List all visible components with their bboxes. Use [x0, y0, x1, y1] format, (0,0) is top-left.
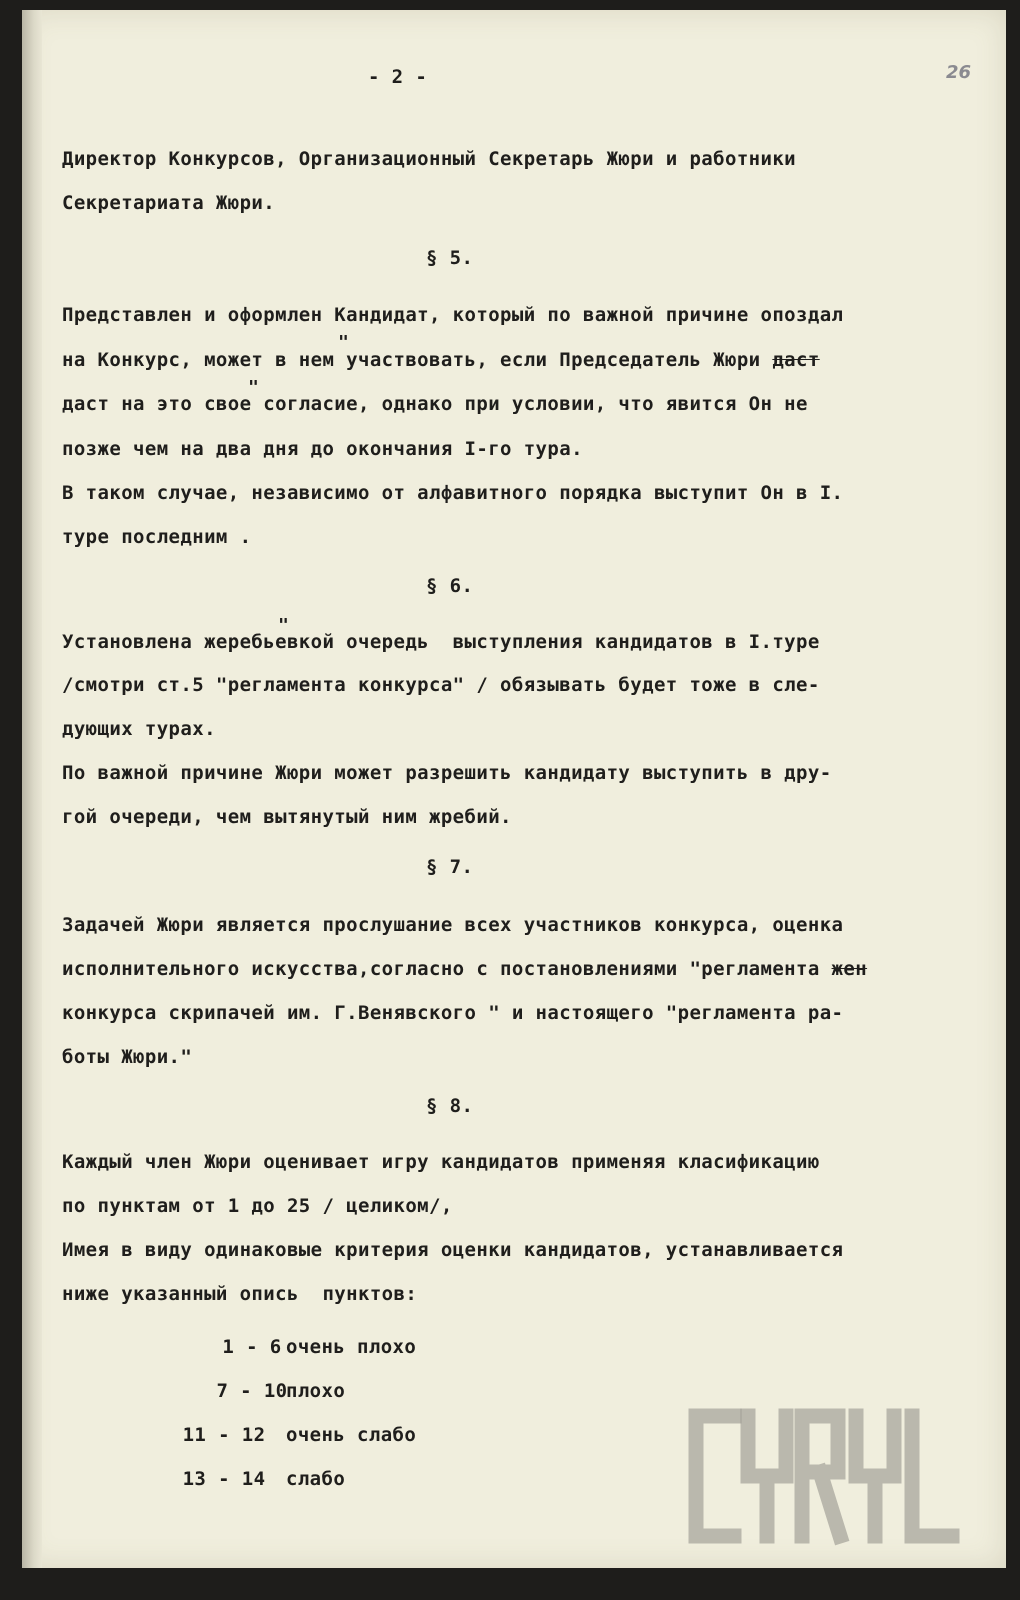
text-line: боты Жюри." — [62, 1046, 193, 1068]
section-heading-7: § 7. — [426, 856, 474, 878]
archive-number: 26 — [946, 62, 972, 83]
scale-range: 13 - 14 — [182, 1468, 266, 1490]
scale-label: плохо — [286, 1380, 346, 1402]
text-line-part: на Конкурс, может в нем участвовать, если Председатель Жюри — [62, 349, 761, 371]
text-line: Имея в виду одинаковые критерия оценки кандидатов, устанавливается — [62, 1239, 844, 1261]
scale-range: 11 - 12 — [182, 1424, 266, 1446]
scale-range: 1 - 6 — [222, 1336, 282, 1358]
text-line: Представлен и оформлен Кандидат, который по важной причине опоздал — [62, 304, 844, 326]
text-line: позже чем на два дня до окончания I-го тура. — [62, 438, 583, 460]
section-heading-8: § 8. — [426, 1095, 474, 1117]
text-line: конкурса скрипачей им. Г.Венявского " и настоящего "регламента ра- — [62, 1002, 844, 1024]
scale-label: слабо — [286, 1468, 346, 1490]
scale-label: очень слабо — [286, 1424, 417, 1446]
text-line: Задачей Жюри является прослушание всех участников конкурса, оценка — [62, 914, 844, 936]
text-line: гой очереди, чем вытянутый ним жребий. — [62, 806, 512, 828]
text-line: дующих турах. — [62, 718, 216, 740]
text-line: по пунктам от 1 до 25 / целиком/, — [62, 1195, 453, 1217]
diaeresis-mark: " — [278, 615, 290, 636]
text-line: В таком случае, независимо от алфавитного порядка выступит Он в I. — [62, 482, 844, 504]
section-heading-5: § 5. — [426, 247, 474, 269]
scale-label: очень плохо — [286, 1336, 417, 1358]
text-line: /смотри ст.5 "регламента конкурса" / обязывать будет тоже в сле- — [62, 674, 820, 696]
diaeresis-mark: " — [338, 332, 350, 353]
cyryl-watermark-logo — [686, 1406, 986, 1546]
text-line-part: исполнительного искусства,согласно с постановлениями "регламента — [62, 958, 820, 980]
text-line: Установлена жеребьевкой очередь выступления кандидатов в I.туре — [62, 631, 820, 653]
diaeresis-mark: " — [248, 377, 260, 398]
text-line: Секретариата Жюри. — [62, 192, 276, 214]
typed-text — [22, 10, 1006, 1568]
text-line: туре последним . — [62, 526, 252, 548]
scale-range: 7 - 10 — [216, 1380, 288, 1402]
text-line: ниже указанный опись пунктов: — [62, 1283, 418, 1305]
text-line: даст на это свое согласие, однако при условии, что явится Он не — [62, 393, 808, 415]
section-heading-6: § 6. — [426, 575, 474, 597]
page-number: - 2 - — [368, 66, 428, 88]
text-line — [62, 349, 820, 371]
struck-word: даст — [772, 349, 820, 371]
document-page — [22, 10, 1006, 1568]
text-line: По важной причине Жюри может разрешить кандидату выступить в дру- — [62, 762, 832, 784]
text-line: Каждый член Жюри оценивает игру кандидатов применяя класификацию — [62, 1151, 820, 1173]
struck-word: жен — [831, 958, 868, 980]
text-line — [62, 958, 867, 980]
text-line: Директор Конкурсов, Организационный Секретарь Жюри и работники — [62, 148, 797, 170]
